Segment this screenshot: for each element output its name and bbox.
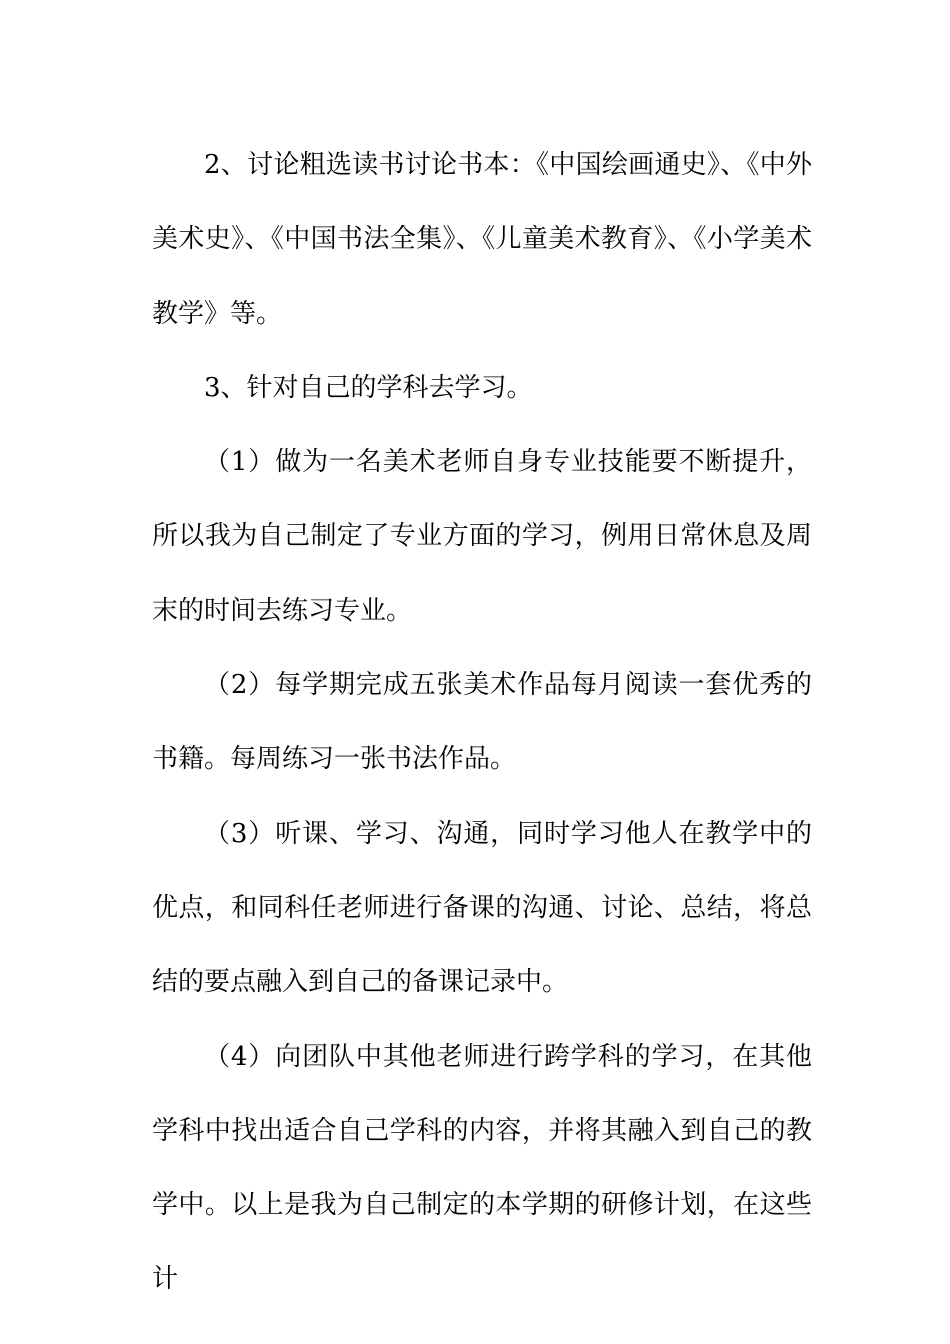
paragraph-reading-list: 2、讨论粗选读书讨论书本：《中国绘画通史》、《中外美术史》、《中国书法全集》、《儿童美术教育》、《小学美术教学》等。 (152, 150, 812, 329)
paragraph-item-2: （2）每学期完成五张美术作品每月阅读一套优秀的书籍。每周练习一张书法作品。 (152, 670, 812, 775)
paragraph-subject-study: 3、针对自己的学科去学习。 (204, 372, 533, 403)
paragraph-item-4: （4）向团队中其他老师进行跨学科的学习，在其他学科中找出适合自己学科的内容，并将其融入到自己的教学中。以上是我为自己制定的本学期的研修计划，在这些计 (152, 1041, 812, 1295)
document-body (152, 128, 812, 1317)
paragraph-item-1: （1）做为一名美术老师自身专业技能要不断提升，所以我为自己制定了专业方面的学习，例用日常休息及周末的时间去练习专业。 (152, 447, 812, 626)
paragraph-item-3: （3）听课、学习、沟通，同时学习他人在教学中的优点，和同科任老师进行备课的沟通、讨论、总结，将总结的要点融入到自己的备课记录中。 (152, 818, 812, 998)
